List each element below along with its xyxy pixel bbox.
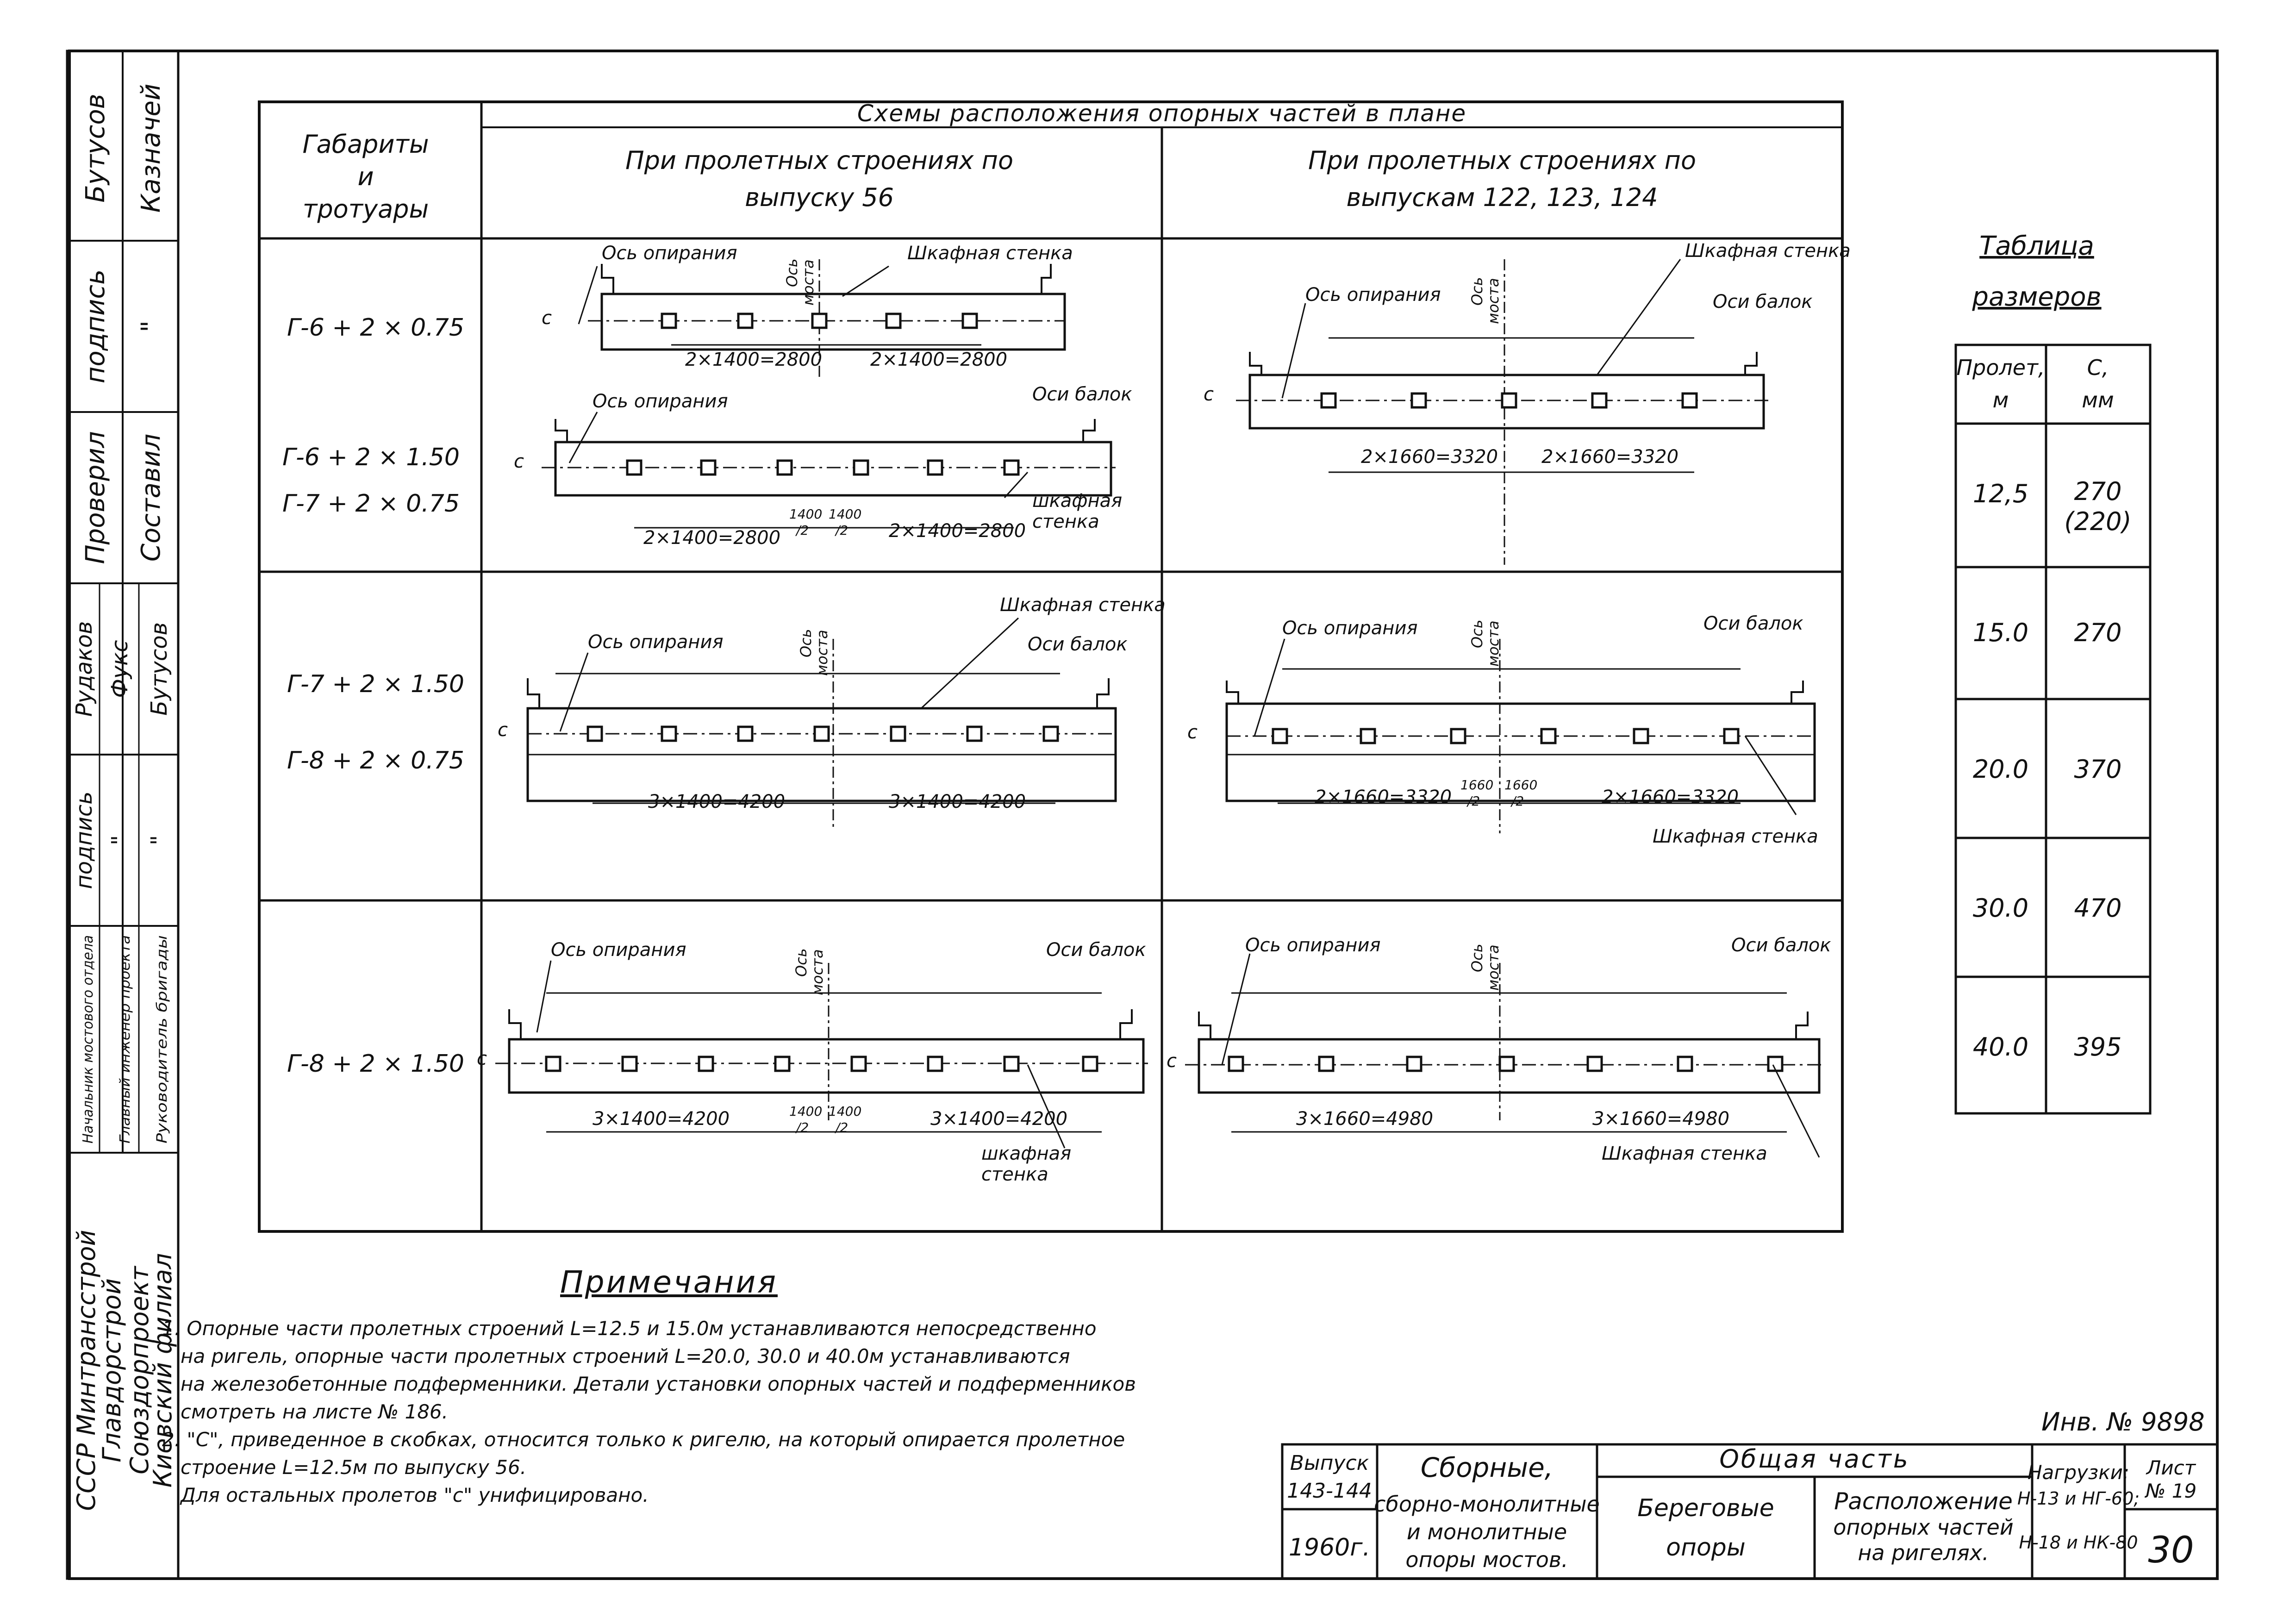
tb-sheet-title-2: опорных частей (1833, 1515, 2014, 1540)
size-head-c-2: мм (2082, 387, 2114, 412)
row3-label-a: Г-7 + 2 × 1.50 (287, 670, 464, 698)
sidebar-org-4: Киевский филиал (148, 1253, 177, 1488)
size-row1-span: 12,5 (1972, 479, 2029, 508)
lbl-c-r4r: с (1167, 1050, 1177, 1072)
lbl-bridge-r1l-b: моста (799, 259, 817, 306)
size-row2-c: 270 (2074, 618, 2122, 647)
sidebar-r6-c: Руководитель бригады (154, 974, 170, 1143)
lbl-axis-support-r4l: Ось опирания (551, 939, 686, 961)
tb-title-3: и монолитные (1406, 1519, 1567, 1544)
row4-label: Г-8 + 2 × 1.50 (287, 1050, 464, 1078)
lbl-axis-support-r2l: Ось опирания (593, 391, 728, 412)
note-line: Для остальных пролетов "с" унифицировано. (181, 1484, 649, 1506)
sidebar-org-3: Союздорпроект (125, 1266, 154, 1474)
tb-loads-1: Н-13 и НГ-60; (2017, 1488, 2140, 1509)
sidebar-org-1: СССР Минтрансстрой (72, 1230, 101, 1511)
lbl-c-r2l: с (514, 451, 524, 472)
lbl-half-r2l-c: 1400 (829, 506, 862, 522)
lbl-bridge-r3r-a: Ось (1468, 619, 1486, 648)
size-head-c-1: С, (2087, 355, 2109, 380)
lbl-bridge-r4l-b: моста (809, 949, 826, 995)
sidebar-r4-a: Рудаков (71, 621, 97, 717)
tb-page-number: 30 (2148, 1530, 2194, 1571)
lbl-cabinet-r4l-b: стенка (981, 1164, 1048, 1185)
lbl-half-r4l-b: /2 (796, 1120, 809, 1135)
lbl-axis-beams-r3r: Оси балок (1703, 613, 1803, 634)
size-row5-span: 40.0 (1972, 1032, 2029, 1062)
size-head-span-2: м (1992, 387, 2009, 412)
lbl-dim-r2l-b: 2×1400=2800 (889, 520, 1026, 542)
table-main-title: Схемы расположения опорных частей в плане (857, 100, 1467, 127)
lbl-dim-r1r-a: 2×1660=3320 (1361, 446, 1498, 468)
lbl-dim-r3r-b: 2×1660=3320 (1602, 787, 1739, 808)
col2-header-2: выпуску 56 (745, 183, 894, 212)
lbl-half-r3r-c: 1660 (1504, 777, 1538, 793)
lbl-c-r3l: с (498, 719, 508, 741)
lbl-dim-r4l-b: 3×1400=4200 (930, 1108, 1068, 1130)
tb-title-2: сборно-монолитные (1374, 1492, 1600, 1517)
lbl-bridge-r4r-b: моста (1485, 944, 1502, 991)
lbl-cabinet-r4l-a: шкафная (981, 1143, 1072, 1164)
tb-loads-2: Н-18 и НК-80 (2019, 1532, 2138, 1553)
lbl-half-r2l-d: /2 (836, 523, 849, 538)
lbl-cabinet-r2l-b: стенка (1032, 511, 1099, 532)
sidebar-r5-b: " (107, 835, 133, 846)
size-row5-c: 395 (2074, 1032, 2122, 1062)
lbl-dim-r3l-b: 3×1400=4200 (889, 791, 1026, 812)
lbl-cabinet-r2l-a: шкафная (1032, 490, 1123, 512)
lbl-dim-r2l-a: 2×1400=2800 (643, 527, 781, 549)
lbl-cabinet-r3l: Шкафная стенка (1000, 594, 1166, 616)
lbl-axis-beams-r4r: Оси балок (1731, 935, 1831, 956)
lbl-half-r3r-b: /2 (1467, 793, 1480, 809)
lbl-axis-beams-r3l: Оси балок (1028, 634, 1128, 655)
tb-issue-label: Выпуск (1290, 1451, 1369, 1475)
lbl-half-r4l-d: /2 (836, 1120, 849, 1135)
sidebar-r6-a: Начальник мостового отдела (80, 927, 96, 1143)
lbl-axis-beams-r2l: Оси балок (1032, 384, 1132, 405)
sidebar-r2-b: " (136, 320, 166, 332)
size-row4-c: 470 (2074, 893, 2122, 923)
size-row3-span: 20.0 (1972, 755, 2029, 784)
row2-label-a: Г-6 + 2 × 1.50 (282, 443, 460, 471)
tb-section: Общая часть (1719, 1444, 1910, 1474)
size-row1-c2: (220) (2064, 507, 2132, 536)
size-row4-span: 30.0 (1972, 893, 2029, 923)
lbl-dim-r4r-b: 3×1660=4980 (1592, 1108, 1730, 1130)
sidebar-r4-b: Фукс (107, 640, 133, 698)
sidebar-r4-c: Бутусов (146, 622, 172, 716)
sidebar-org-2: Главдорстрой (97, 1278, 126, 1462)
lbl-cabinet-r3r: Шкафная стенка (1653, 826, 1818, 847)
sidebar-r3-a: Проверил (81, 431, 111, 564)
lbl-c-r1l: с (542, 307, 552, 329)
tb-sheet-label: Лист (2146, 1456, 2196, 1479)
size-table-title-1: Таблица (1979, 231, 2094, 261)
lbl-bridge-r3r-b: моста (1485, 620, 1502, 667)
lbl-dim-r1r-b: 2×1660=3320 (1541, 446, 1679, 468)
lbl-dim-r3r-a: 2×1660=3320 (1315, 787, 1452, 808)
tb-title-4: опоры мостов. (1405, 1547, 1568, 1572)
notes-title: Примечания (560, 1264, 778, 1300)
lbl-dim-r3l-a: 3×1400=4200 (648, 791, 786, 812)
lbl-cabinet-r4r: Шкафная стенка (1602, 1143, 1767, 1164)
size-row3-c: 370 (2074, 755, 2122, 784)
sidebar-r5-c: " (146, 835, 172, 846)
note-line: на железобетонные подферменники. Детали установки опорных частей и подферменников (181, 1373, 1136, 1395)
lbl-axis-support-r3r: Ось опирания (1282, 618, 1418, 639)
col3-header-1: При пролетных строениях по (1308, 146, 1697, 175)
tb-sheet-title-3: на ригелях. (1858, 1540, 1989, 1565)
row2-label-b: Г-7 + 2 × 0.75 (282, 490, 460, 518)
size-row2-span: 15.0 (1972, 618, 2029, 647)
note-line: 1. Опорные части пролетных строений L=12.5 и 15.0м устанавливаются непосредственно (162, 1317, 1097, 1340)
tb-loads-label: Нагрузки: (2027, 1461, 2130, 1484)
tb-sheet-title-1: Расположение (1834, 1488, 2013, 1515)
sidebar-r5-a: подпись (71, 791, 97, 889)
lbl-bridge-r1l-a: Ось (783, 258, 801, 287)
lbl-axis-beams-r4l: Оси балок (1046, 939, 1146, 961)
lbl-bridge-r3l-b: моста (813, 630, 831, 676)
lbl-cabinet-r1r: Шкафная стенка (1685, 240, 1851, 262)
tb-year: 1960г. (1288, 1534, 1371, 1562)
lbl-axis-support-r1r: Ось опирания (1305, 284, 1441, 306)
sidebar-r6-b: Главный инженер проекта (117, 947, 133, 1143)
lbl-half-r2l-a: 1400 (789, 506, 823, 522)
lbl-bridge-r1r-a: Ось (1468, 277, 1486, 306)
lbl-dim-r1l-b: 2×1400=2800 (870, 349, 1008, 370)
lbl-axis-support-r1l: Ось опирания (602, 243, 737, 264)
sidebar-r3-b: Составил (136, 433, 166, 562)
lbl-half-r2l-b: /2 (796, 523, 809, 538)
lbl-dim-r4r-a: 3×1660=4980 (1296, 1108, 1434, 1130)
col2-header-1: При пролетных строениях по (625, 146, 1014, 175)
row1-label: Г-6 + 2 × 0.75 (287, 314, 464, 342)
sidebar-r1-a: Бутусов (81, 94, 111, 203)
col1-header-1: Габариты (302, 130, 429, 159)
lbl-axis-support-r3l: Ось опирания (588, 631, 724, 653)
lbl-half-r4l-a: 1400 (789, 1104, 823, 1119)
col3-header-2: выпускам 122, 123, 124 (1346, 183, 1658, 212)
tb-sheet-no: № 19 (2145, 1480, 2197, 1502)
col1-header-3: тротуары (302, 194, 429, 224)
sidebar-r2-a: подпись (81, 269, 111, 384)
lbl-c-r1r: с (1204, 384, 1214, 405)
lbl-cabinet-r1l: Шкафная стенка (907, 243, 1073, 264)
note-line: смотреть на листе № 186. (181, 1400, 448, 1423)
lbl-c-r3r: с (1187, 722, 1198, 743)
inv-number: Инв. № 9898 (2041, 1407, 2205, 1437)
note-line: на ригель, опорные части пролетных строений L=20.0, 30.0 и 40.0м устанавливаются (181, 1345, 1070, 1368)
tb-issue: 143-144 (1287, 1479, 1372, 1503)
sidebar-r1-b: Казначей (136, 83, 166, 213)
lbl-half-r3r-d: /2 (1511, 793, 1524, 809)
note-line: строение L=12.5м по выпуску 56. (181, 1456, 527, 1479)
note-line: 2. "С", приведенное в скобках, относится только к ригелю, на который опирается пролетное (162, 1428, 1125, 1451)
lbl-axis-support-r4r: Ось опирания (1245, 935, 1381, 956)
tb-subsection-1: Береговые (1637, 1494, 1774, 1522)
size-head-span-1: Пролет, (1956, 355, 2045, 380)
tb-title-1: Сборные, (1420, 1452, 1554, 1483)
lbl-bridge-r4l-a: Ось (792, 948, 810, 977)
lbl-c-r4l: с (477, 1048, 487, 1069)
col1-header-2: и (357, 162, 374, 191)
lbl-axis-beams-r1r: Оси балок (1713, 291, 1813, 312)
lbl-bridge-r1r-b: моста (1485, 278, 1502, 324)
lbl-dim-r4l-a: 3×1400=4200 (593, 1108, 730, 1130)
lbl-half-r3r-a: 1660 (1460, 777, 1494, 793)
lbl-bridge-r3l-a: Ось (797, 629, 815, 657)
lbl-dim-r1l-a: 2×1400=2800 (685, 349, 823, 370)
lbl-bridge-r4r-a: Ось (1468, 943, 1486, 972)
size-table-title-2: размеров (1972, 282, 2102, 312)
size-row1-c: 270 (2074, 477, 2122, 506)
lbl-half-r4l-c: 1400 (829, 1104, 862, 1119)
row3-label-b: Г-8 + 2 × 0.75 (287, 747, 464, 775)
tb-subsection-2: опоры (1666, 1534, 1746, 1562)
